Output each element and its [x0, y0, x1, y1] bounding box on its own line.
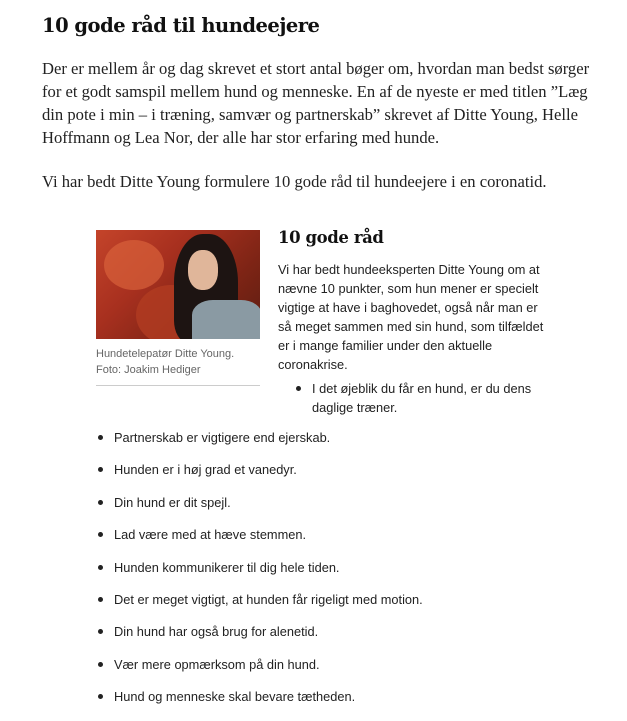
list-item: Hund og menneske skal bevare tætheden.	[96, 687, 596, 706]
list-item: Lad være med at hæve stemmen.	[96, 525, 596, 544]
photo-caption: Hundetelepatør Ditte Young. Foto: Joakim Hediger	[96, 346, 260, 386]
author-figure	[96, 230, 260, 386]
list-item: Partnerskab er vigtigere end ejerskab.	[96, 428, 596, 447]
tips-list-box	[294, 379, 544, 417]
author-photo	[96, 230, 260, 339]
article-title: 10 gode råd til hundeejere	[42, 14, 320, 37]
list-item: I det øjeblik du får en hund, er du dens daglige træner.	[294, 379, 544, 417]
list-item: Hunden kommunikerer til dig hele tiden.	[96, 558, 596, 577]
list-item: Det er meget vigtigt, at hunden får rigeligt med motion.	[96, 590, 596, 609]
list-item: Din hund har også brug for alenetid.	[96, 622, 596, 641]
article-intro: Der er mellem år og dag skrevet et stort antal bøger om, hvordan man bedst sørger for et godt samspil mellem hund og menneske. En af de nyeste er med titlen ”Læg din pote i min – i træning, samvær og partnerskab” skrevet af Ditte Young, Helle Hoffmann og Lea Nor, der alle har stor erfaring med hunde.	[42, 59, 590, 147]
tips-box-text: Vi har bedt hundeeksperten Ditte Young om at nævne 10 punkter, som hun mener er specielt vigtige at have i baghovedet, også når man er så meget sammen med sin hund, som tilfældet er i mange familier under den aktuelle coronakrise.	[278, 262, 544, 372]
tips-list	[96, 428, 596, 720]
list-item: Vær mere opmærksom på din hund.	[96, 655, 596, 674]
tips-box-title: 10 gode råd	[278, 228, 384, 247]
article-intro-second: Vi har bedt Ditte Young formulere 10 gode råd til hundeejere i en coronatid.	[42, 172, 547, 191]
list-item: Hunden er i høj grad et vanedyr.	[96, 460, 596, 479]
list-item: Din hund er dit spejl.	[96, 493, 596, 512]
